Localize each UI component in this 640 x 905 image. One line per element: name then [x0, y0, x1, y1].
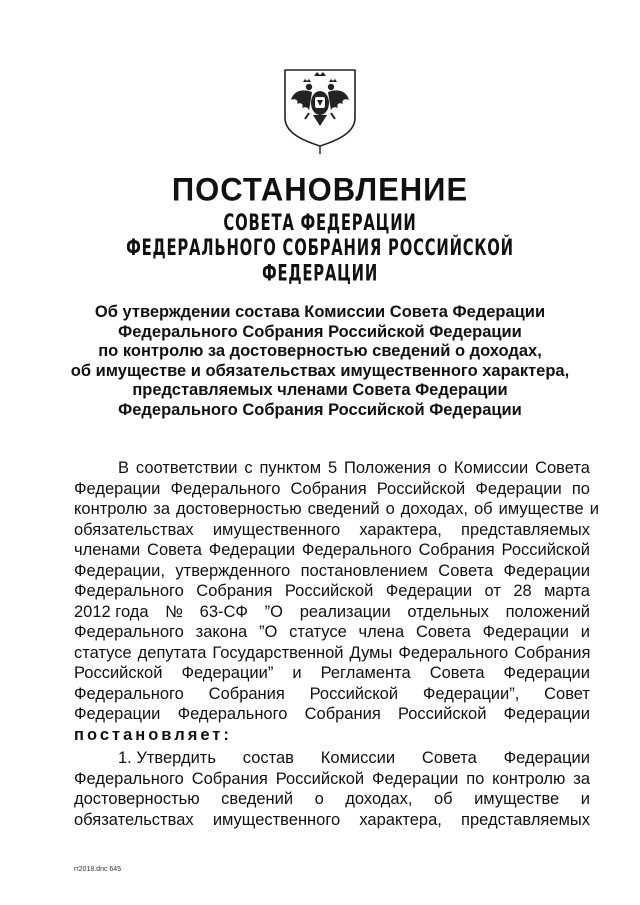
word: Российской	[275, 769, 365, 788]
word: Собрания	[290, 479, 367, 498]
word: Регламента	[320, 664, 411, 682]
word: реализации	[299, 602, 391, 621]
text-line	[74, 520, 590, 541]
word: положений	[505, 602, 590, 621]
word: Российской	[309, 684, 399, 703]
word: депутата	[137, 643, 207, 662]
word: Положения	[344, 459, 431, 477]
word: членами	[74, 541, 141, 559]
word: представляемых	[461, 520, 590, 539]
subject-line: по контролю за достоверностью сведений о доходах,	[98, 342, 542, 360]
word: Российской	[397, 705, 487, 723]
word: утвержденного	[175, 561, 291, 580]
word: Федерального	[74, 769, 184, 788]
word: о	[437, 459, 448, 477]
word: 63-СФ	[199, 602, 248, 621]
text-line	[74, 725, 590, 746]
subject-line: Об утверждении состава Комиссии Совета Федерации	[94, 303, 546, 321]
word: об	[433, 790, 453, 808]
word: Российской	[501, 541, 590, 559]
word: имущественного	[212, 810, 341, 829]
word: Федерации	[503, 705, 590, 723]
word: Российской	[376, 479, 466, 498]
word: обязательствах	[74, 520, 194, 539]
word: и	[580, 623, 590, 641]
word: по	[466, 769, 485, 788]
word: с	[244, 459, 253, 477]
paragraph-item-1	[74, 748, 590, 830]
word: Совет	[544, 684, 590, 703]
word: от	[484, 582, 501, 600]
word: Совета	[421, 749, 477, 767]
word: 2012 года	[74, 602, 149, 621]
word: Совета	[535, 459, 590, 477]
word: соответствии	[135, 459, 238, 477]
word: Собрания	[191, 769, 268, 788]
word: №	[165, 602, 183, 621]
word: Собрания	[208, 684, 285, 703]
word: марта	[544, 582, 590, 600]
word: Собрания	[304, 705, 381, 723]
issuer-line-2: ФЕДЕРАЛЬНОГО СОБРАНИЯ РОССИЙСКОЙ ФЕДЕРАЦИИ	[126, 235, 514, 287]
file-reference: rr2018.dnc 645	[74, 866, 122, 873]
word: о	[385, 500, 395, 518]
word: Федерального	[74, 582, 184, 600]
word: ”О	[259, 623, 278, 641]
document-subject	[60, 303, 580, 420]
word: обязательствах	[74, 810, 194, 829]
word: 5	[327, 459, 338, 477]
word: Собрания	[196, 582, 273, 600]
document-title: ПОСТАНОВЛЕНИЕ	[171, 171, 469, 208]
word: сведений	[307, 500, 380, 518]
text-line	[74, 810, 590, 831]
text-line	[74, 561, 590, 582]
word: и	[292, 664, 302, 682]
subject-line: представляемых членами Совета Федерации	[132, 381, 508, 399]
word: Федерального	[74, 623, 184, 641]
word: закона	[195, 623, 248, 641]
word: Федерации	[475, 479, 562, 498]
word: Государственной	[212, 643, 344, 662]
word: Федерации	[503, 561, 590, 580]
word: Федерального	[398, 643, 509, 662]
word: Федерации,	[74, 561, 165, 580]
word: имуществе	[498, 500, 584, 518]
word: статусе	[74, 643, 132, 662]
text-line	[74, 540, 590, 561]
word: о	[314, 790, 324, 808]
subject-line: Федерального Собрания Российской Федерации	[118, 400, 522, 419]
word: характера,	[359, 810, 442, 829]
subject-line: Федерального Собрания Российской Федерации	[118, 322, 522, 341]
word: статусе	[289, 623, 347, 641]
word: Федерации	[208, 541, 296, 559]
text-line	[74, 602, 590, 623]
text-line	[74, 643, 590, 664]
word: Федерации	[74, 705, 161, 723]
text-line	[74, 684, 590, 705]
word: постановлением	[300, 561, 428, 580]
word: состав	[242, 749, 294, 767]
word: и	[580, 790, 590, 808]
word: Совета	[415, 623, 471, 641]
word: достоверностью	[74, 790, 200, 808]
word: члена	[358, 623, 405, 641]
text-line	[74, 581, 590, 602]
word: Собрания	[514, 643, 591, 662]
word: за	[573, 769, 590, 788]
word: Федерации	[503, 749, 590, 767]
text-line	[74, 622, 590, 643]
issuer-line-1: СОВЕТА ФЕДЕРАЦИИ	[223, 210, 417, 236]
word: Федерального	[74, 684, 184, 703]
word: Российской	[284, 582, 374, 600]
text-line	[74, 458, 590, 479]
word: В	[118, 459, 130, 477]
paragraph-preamble	[74, 458, 599, 745]
coat-of-arms-emblem	[279, 66, 361, 156]
text-line	[74, 769, 590, 790]
word: сведений	[221, 790, 294, 808]
word: представляемых	[461, 810, 590, 829]
word: об	[473, 500, 493, 518]
word: Федерации	[385, 582, 473, 600]
word: Федерации”,	[422, 684, 520, 703]
word: имущественного	[212, 520, 341, 539]
word: отдельных	[407, 602, 489, 621]
word: Федерации	[74, 479, 161, 498]
text-line	[74, 704, 590, 725]
word: 28	[513, 582, 532, 600]
word: достоверностью	[176, 500, 302, 518]
word: Думы	[349, 643, 393, 662]
word: Федерации”	[181, 664, 274, 682]
word: и	[589, 500, 599, 518]
word: Федерального	[170, 479, 281, 498]
word: Федерального	[177, 705, 288, 723]
word: пунктом	[259, 459, 322, 477]
text-line	[74, 748, 590, 769]
word: контролю	[74, 500, 148, 518]
subject-line: об имуществе и обязательствах имущественного характера,	[70, 361, 570, 380]
word: характера,	[359, 520, 442, 539]
word: 1. Утвердить	[118, 749, 216, 767]
word: доходах,	[345, 790, 413, 808]
word: Совета	[438, 561, 494, 580]
word: по	[571, 479, 590, 498]
word: за	[153, 500, 170, 518]
text-line	[74, 479, 590, 500]
word: Совета	[429, 664, 485, 682]
resolves-word: постановляет:	[74, 725, 232, 744]
word: Федерации	[371, 769, 459, 788]
text-line	[74, 499, 599, 520]
word: Федерации	[503, 664, 590, 682]
word: ”О	[264, 602, 283, 621]
word: Федерального	[301, 541, 412, 559]
word: Комиссии	[453, 459, 529, 477]
word: доходах,	[400, 500, 468, 518]
word: имуществе	[474, 790, 560, 808]
word: Совета	[147, 541, 202, 559]
word: Федерации	[482, 623, 569, 641]
word: Комиссии	[320, 749, 396, 767]
text-line	[74, 789, 590, 810]
word: контролю	[492, 769, 566, 788]
word: Российской	[74, 664, 163, 682]
text-line	[74, 663, 590, 684]
word: Собрания	[418, 541, 495, 559]
